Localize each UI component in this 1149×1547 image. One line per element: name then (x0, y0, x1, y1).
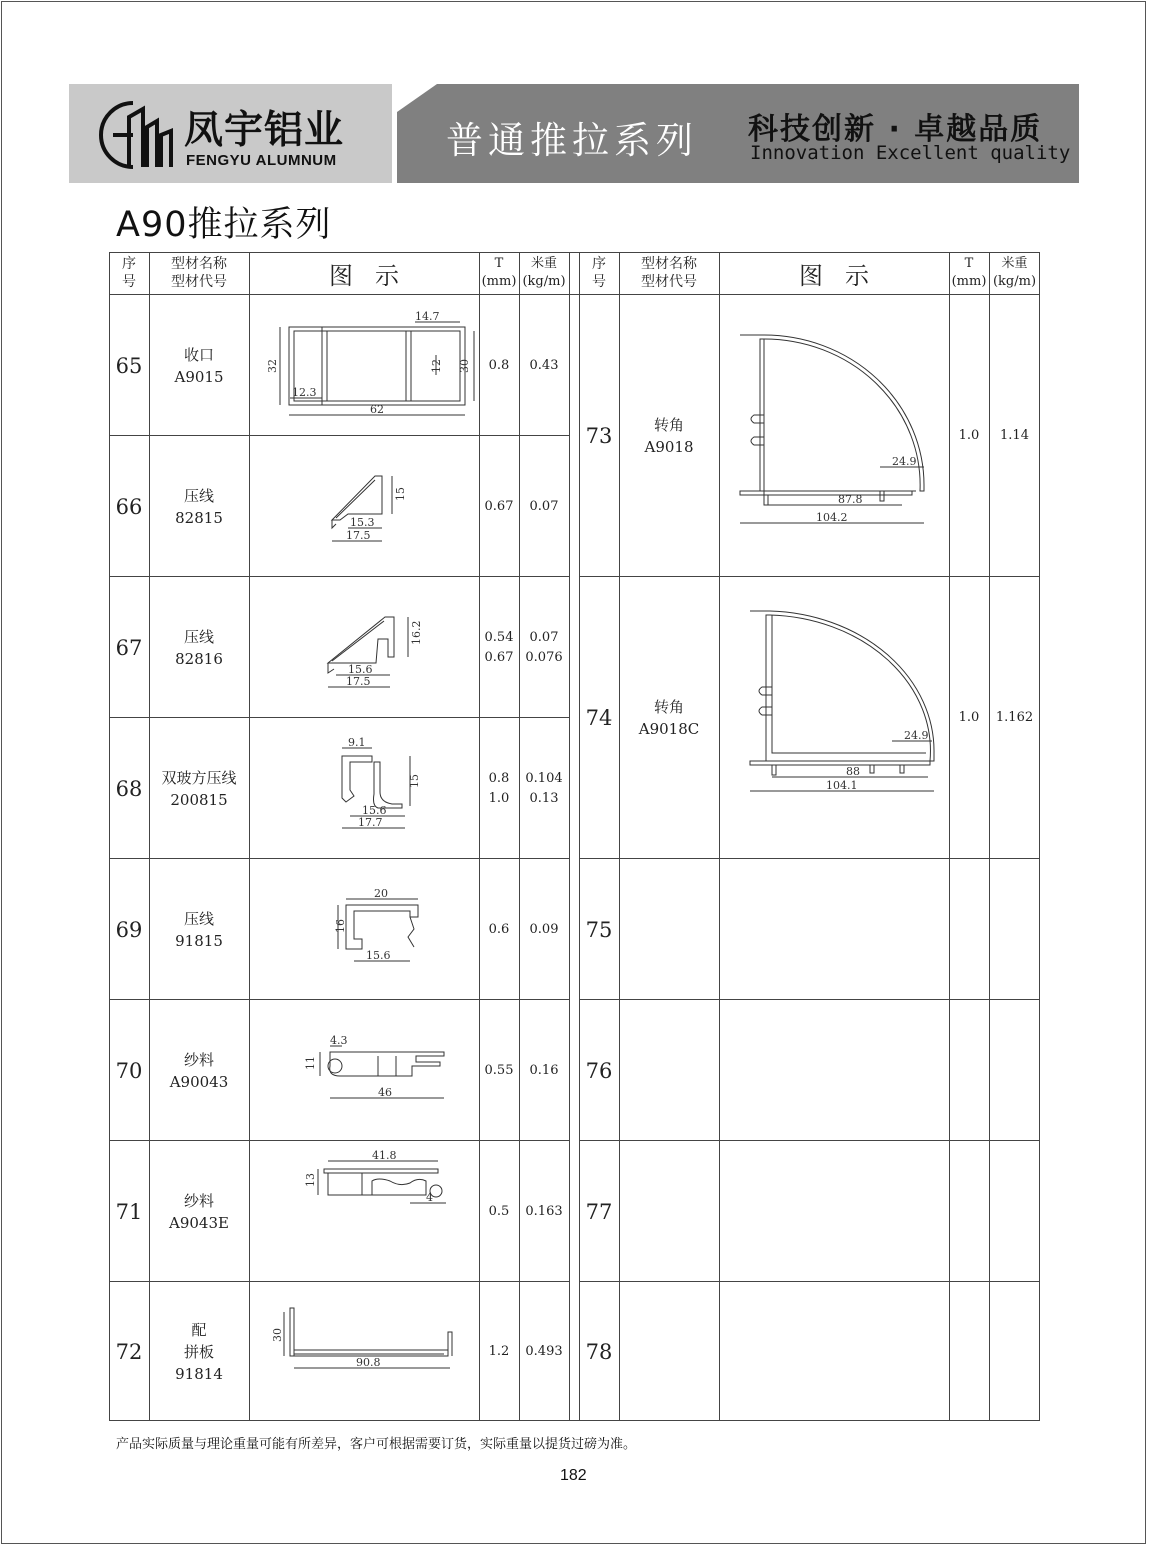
profile-drawing-200815 (250, 718, 479, 859)
dim-label: 32 (266, 359, 279, 373)
thickness-value: 1.0 (958, 428, 980, 443)
thickness-value: 0.8 1.0 (488, 770, 510, 806)
brand-name-cn: 凤宇铝业 (184, 108, 345, 153)
col-header-name-right: 型材名称 型材代号 (641, 256, 697, 290)
profile-name: 转角 A9018 (644, 416, 694, 456)
thickness-value: 0.55 (484, 1062, 514, 1078)
dim-label: 87.8 (838, 493, 863, 506)
col-header-thickness-right: T (mm) (951, 256, 987, 289)
profile-name: 压线 91815 (175, 909, 223, 950)
profile-name: 纱料 A90043 (169, 1050, 229, 1091)
weight-value: 0.16 (529, 1062, 559, 1078)
row-number: 77 (585, 1199, 613, 1224)
weight-value: 0.07 (529, 498, 559, 514)
weight-value: 0.493 (525, 1343, 563, 1359)
thickness-value: 0.5 (488, 1203, 510, 1219)
row-number: 67 (115, 635, 143, 660)
row-number: 70 (115, 1058, 143, 1083)
dim-label: 104.2 (816, 511, 848, 524)
dim-label: 12.3 (292, 386, 317, 399)
col-header-seq-right: 序 号 (592, 256, 606, 290)
dim-label: 16.2 (410, 620, 423, 645)
profile-name: 收口 A9015 (174, 345, 224, 386)
row-number: 73 (585, 424, 613, 448)
dim-label: 15 (408, 774, 421, 788)
profile-name: 纱料 A9043E (169, 1191, 229, 1232)
slogan-cn: 科技创新 · 卓越品质 (748, 112, 1043, 147)
col-header-weight-right: 米重 (kg/m) (992, 256, 1037, 289)
profile-name: 压线 82816 (175, 627, 223, 668)
row-number: 76 (585, 1058, 613, 1083)
dim-label: 4.3 (330, 1034, 348, 1047)
weight-value: 0.163 (525, 1203, 563, 1219)
dim-label: 62 (370, 403, 384, 416)
dim-label: 20 (374, 887, 388, 900)
profile-drawing-a9018c (720, 577, 949, 859)
col-header-weight: 米重 (kg/m) (522, 256, 566, 289)
row-number: 75 (585, 917, 613, 942)
thickness-value: 1.0 (958, 710, 980, 725)
thickness-value: 0.8 (488, 357, 510, 373)
row-number: 78 (585, 1339, 613, 1364)
thickness-value: 0.54 0.67 (484, 629, 514, 665)
col-header-seq: 序 号 (122, 256, 136, 290)
profile-table (109, 252, 1040, 1421)
profile-drawing-91815 (250, 859, 479, 1000)
dim-label: 15.6 (366, 949, 391, 962)
dim-label: 104.1 (826, 779, 858, 792)
dim-label: 90.8 (356, 1356, 381, 1369)
header-notch (397, 84, 437, 112)
row-number: 69 (115, 917, 143, 942)
company-logo-icon (99, 97, 175, 173)
dim-label: 12 (430, 359, 443, 373)
profile-name: 转角 A9018C (638, 698, 700, 738)
dim-label: 30 (271, 1328, 284, 1342)
dim-label: 15 (394, 487, 407, 501)
thickness-value: 0.6 (488, 921, 510, 937)
dim-label: 4 (426, 1191, 433, 1204)
dim-label: 15.6 (362, 804, 387, 817)
dim-label: 88 (846, 765, 860, 778)
weight-value: 0.09 (529, 921, 559, 937)
weight-value: 0.104 0.13 (525, 770, 563, 806)
profile-name: 配 拼板 91814 (175, 1320, 223, 1383)
row-number: 68 (115, 776, 143, 801)
profile-drawing-91814 (250, 1282, 479, 1421)
weight-value: 0.07 0.076 (525, 629, 563, 665)
dim-label: 13 (304, 1173, 317, 1187)
dim-label: 46 (378, 1086, 392, 1099)
slogan-en: Innovation Excellent quality (750, 142, 1071, 164)
row-number: 66 (115, 494, 143, 519)
dim-label: 9.1 (348, 736, 366, 749)
dim-label: 17.5 (346, 529, 371, 542)
row-number: 65 (115, 353, 143, 378)
series-title: 普通推拉系列 (446, 119, 698, 162)
dim-label: 16 (334, 919, 347, 933)
thickness-value: 0.67 (484, 498, 514, 514)
dim-label: 24.9 (904, 729, 929, 742)
page-number: 182 (560, 1467, 587, 1484)
weight-value: 1.14 (1000, 428, 1029, 443)
col-header-figure-right: 图示 (799, 261, 891, 290)
profile-drawing-a9043e (250, 1141, 479, 1282)
thickness-value: 1.2 (488, 1343, 510, 1359)
profile-drawing-a9018 (720, 295, 949, 577)
profile-drawing-a90043 (250, 1000, 479, 1141)
profile-name: 双玻方压线 200815 (161, 768, 237, 809)
page-title: A90推拉系列 (116, 205, 332, 245)
col-header-name: 型材名称 型材代号 (171, 256, 227, 290)
profile-drawing-82816 (250, 577, 479, 718)
footnote: 产品实际质量与理论重量可能有所差异，客户可根据需要订货，实际重量以提货过磅为准。 (116, 1437, 637, 1452)
dim-label: 11 (304, 1056, 317, 1070)
dim-label: 41.8 (372, 1149, 397, 1162)
dim-label: 17.7 (358, 816, 383, 829)
col-header-figure: 图示 (329, 261, 421, 290)
dim-label: 15.3 (350, 516, 375, 529)
dim-label: 17.5 (346, 675, 371, 688)
profile-name: 压线 82815 (175, 486, 223, 527)
profile-drawing-a9015 (250, 295, 479, 436)
dim-label: 15.6 (348, 663, 373, 676)
weight-value: 1.162 (995, 710, 1034, 725)
row-number: 74 (585, 706, 613, 730)
profile-drawing-82815 (250, 436, 479, 577)
dim-label: 30 (458, 359, 471, 373)
row-number: 71 (115, 1199, 143, 1224)
dim-label: 24.9 (892, 455, 917, 468)
col-header-thickness: T (mm) (481, 256, 517, 289)
weight-value: 0.43 (529, 357, 559, 373)
row-number: 72 (115, 1339, 143, 1364)
brand-name-en: FENGYU ALUMNUM (186, 152, 337, 169)
dim-label: 14.7 (415, 310, 440, 323)
